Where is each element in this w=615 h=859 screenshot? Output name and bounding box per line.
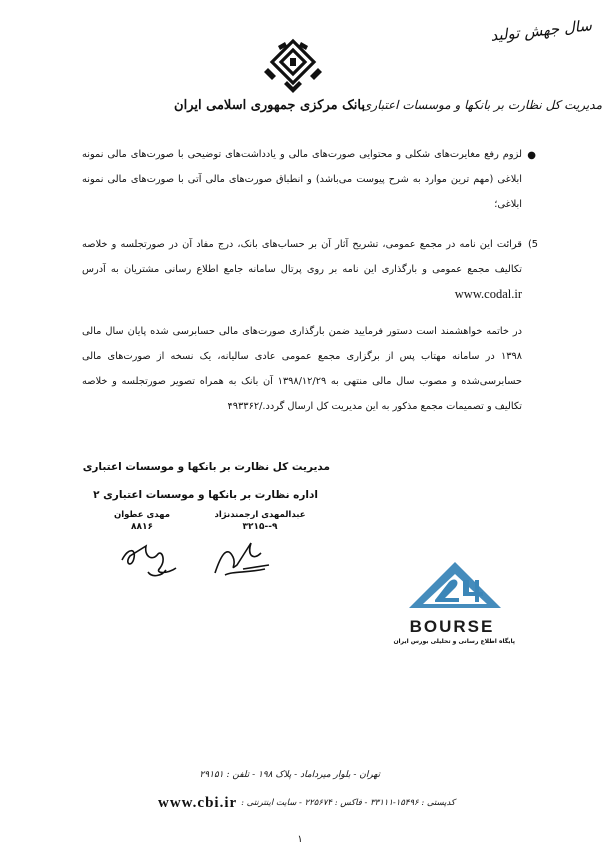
item-5-number: 5) [527,239,538,250]
codal-url[interactable]: www.codal.ir [454,287,522,301]
signer-a-name: عبدالمهدی ارجمندنژاد [214,510,306,520]
signer-atvan [112,510,172,532]
bullet-symbol: ● [527,150,536,161]
signer-a-code: ۹--۳۲۱۵ [242,522,278,532]
signer-arjmandnejad [210,510,310,532]
footer-address: تهران - بلوار میرداماد - پلاک ۱۹۸ - تلفن : ۲۹۱۵۱ [199,770,380,780]
item-5-text: قرائت این نامه در مجمع عمومی، تشریح آثار آن بر حساب‌های بانک، درج مفاد آن در صورتجلسه و خلاصه تکالیف مجمع عمومی و بارگذاری این نامه بر روی پرتال سامانه جامع اطلاع رسانی مشتریان به آدرس [82,239,522,275]
bullet-paragraph-text: لزوم رفع مغایرت‌های شکلی و محتوایی صورت‌های مالی و یادداشت‌های توضیحی با صورت‌های مالی نمونه ابلاغی (مهم ترین موارد به شرح پیوست می‌باشد) و انطباق صورت‌های مالی آتی با صورت‌های مالی نمونه ابلاغی؛ [82,149,522,210]
bank-name: بانک مرکزی جمهوری اسلامی ایران [174,98,365,113]
department-header: مدیریت کل نظارت بر بانکها و موسسات اعتباری [361,98,602,112]
bourse-brand: BOURSE [409,617,495,636]
signature-a-icon [207,535,277,580]
bullet-paragraph [82,142,536,217]
closing-paragraph: در خاتمه خواهشمند است دستور فرمایید ضمن بارگذاری صورت‌های مالی حسابرسی شده پایان سال مالی ۱۳۹۸ در سامانه مهتاب پس از برگزاری مجمع عمومی عادی سالیانه، یک نسخه از صورت‌های مالی حسابرسی‌شده و مصوب سال مالی منتهی به ۱۳۹۸/۱۲/۲۹ آن بانک به همراه تصویر صورتجلسه و خلاصه تکالیف و تصمیمات مجمع مذکور به این مدیریت کل ارسال گردد./۴۹۳۳۶۲ [82,326,522,412]
signature-office-title: اداره نظارت بر بانکها و موسسات اعتباری ۲ [93,489,318,501]
year-slogan: سال جهش تولید [489,16,593,45]
footer-contact: کدپستی : ۱۵۴۹۶-۳۳۱۱۱ - فاکس : ۲۲۵۶۷۴ - سایت اینترنتی : [241,798,455,808]
bourse-subtitle: پایگاه اطلاع رسانی و تحلیلی بورس ایران [393,638,515,645]
page-number: ۱ [297,834,303,845]
item-5-paragraph [82,232,538,308]
central-bank-emblem-icon [262,38,324,96]
signer-b-code: ۸۸۱۶ [131,522,153,532]
signature-b-icon [118,540,180,580]
footer-website[interactable]: www.cbi.ir [158,795,238,811]
signer-b-name: مهدی عطوان [113,510,171,520]
signature-department-title: مدیریت کل نظارت بر بانکها و موسسات اعتباری [82,461,330,473]
